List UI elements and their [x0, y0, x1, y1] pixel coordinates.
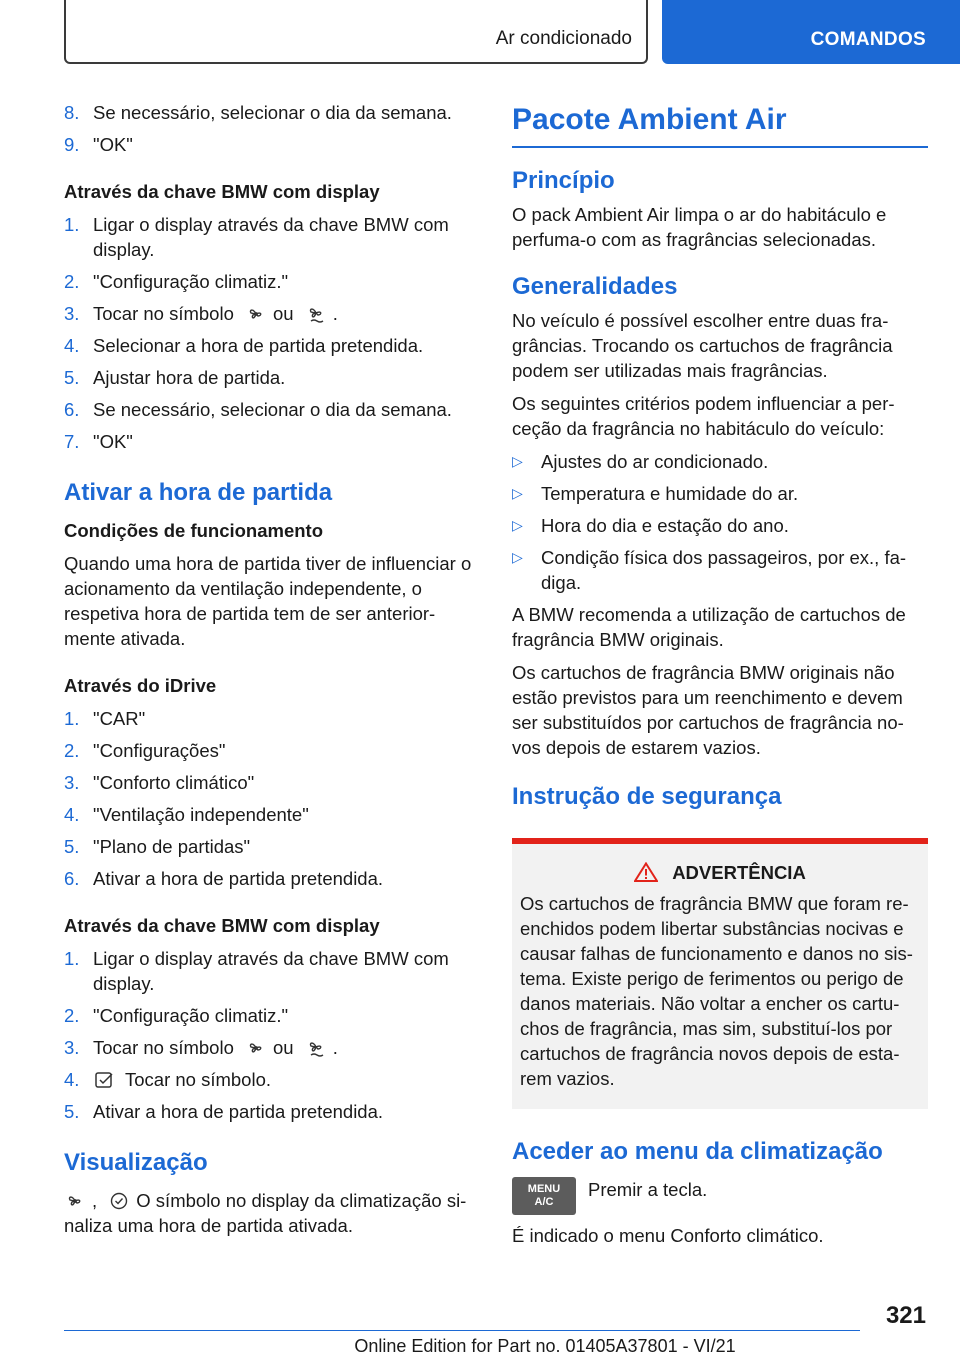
- criteria-text: Hora do dia e estação do ano.: [541, 515, 789, 536]
- key2-heading: Através da chave BMW com display: [64, 915, 380, 936]
- step-text-or: ou: [273, 303, 294, 324]
- list-item: [64, 770, 474, 795]
- step-number: 6.: [64, 868, 80, 889]
- page-title: Pacote Ambient Air: [512, 100, 928, 148]
- step-number: 4.: [64, 335, 80, 356]
- right-column: [512, 100, 928, 1256]
- display-text: O símbolo no display da climatização si-naliza uma hora de partida ativada.: [64, 1190, 467, 1236]
- step-text: "Configurações": [93, 740, 226, 761]
- list-item: [64, 946, 474, 996]
- step-text: Ativar a hora de partida pretendida.: [93, 868, 384, 889]
- footer-divider: [64, 1330, 860, 1331]
- step-number: 3.: [64, 1037, 80, 1058]
- step-text: Ligar o display através da chave BMW com display.: [93, 214, 449, 260]
- bullet-icon: ▷: [512, 549, 523, 565]
- display-separator: ,: [92, 1190, 98, 1211]
- step-text: Tocar no símbolo: [93, 303, 234, 324]
- idrive-heading: Através do iDrive: [64, 675, 217, 696]
- list-item: [64, 802, 474, 827]
- section-title: Ar condicionado: [495, 28, 632, 49]
- list-item: [64, 706, 474, 731]
- recommend-text: A BMW recomenda a utilização de cartuchos de fragrância BMW originais.: [512, 604, 906, 650]
- chapter-title: COMANDOS: [810, 29, 926, 50]
- list-item: [64, 1003, 474, 1028]
- list-item: [64, 1067, 474, 1092]
- warning-triangle-icon: [634, 862, 658, 882]
- chapter-tab[interactable]: [662, 0, 960, 64]
- warning-text: Os cartuchos de fragrância BMW que foram re-enchidos podem libertar substâncias nocivas e causar falhas de funcionamento e danos no sis-tema. Existe perigo de ferimentos ou perigo de danos materiais. Não voltar a encher os cartu-chos de fragrância, mas sim, substituí-los por cartuchos de fragrância novos depois de esta-rem vazios.: [520, 893, 913, 1089]
- clock-check-icon: [108, 1192, 130, 1210]
- display-heading: Visualização: [64, 1149, 208, 1176]
- step-text: Tocar no símbolo: [93, 1037, 234, 1058]
- bullet-icon: ▷: [512, 453, 523, 469]
- conditions-text: Quando uma hora de partida tiver de influenciar o acionamento da ventilação independente, o respetiva hora de partida tem de ser anterior-mente ativada.: [64, 553, 472, 649]
- criteria-text: Ajustes do ar condicionado.: [541, 451, 769, 472]
- principle-heading: Princípio: [512, 167, 615, 194]
- step-text: Se necessário, selecionar o dia da semana.: [93, 102, 452, 123]
- checkbox-icon: [93, 1071, 115, 1089]
- warning-box: [512, 838, 928, 1109]
- step-number: 5.: [64, 367, 80, 388]
- principle-text: O pack Ambient Air limpa o ar do habitáculo e perfuma-o com as fragrâncias selecionadas.: [512, 204, 887, 250]
- list-item: [64, 397, 474, 422]
- steps-list-top: [64, 100, 474, 157]
- step-number: 2.: [64, 1005, 80, 1026]
- menu-heading: Aceder ao menu da climatização: [512, 1138, 883, 1165]
- list-item: [64, 834, 474, 859]
- step-number: 1.: [64, 708, 80, 729]
- ac-button-label: A/C: [534, 1196, 554, 1208]
- key1-steps: [64, 212, 474, 454]
- step-number: 5.: [64, 1101, 80, 1122]
- menu-button-label: MENU: [527, 1183, 561, 1195]
- menu-press-text: Premir a tecla.: [588, 1179, 708, 1200]
- bullet-icon: ▷: [512, 485, 523, 501]
- fan-icon: [245, 1039, 267, 1057]
- list-item: [64, 365, 474, 390]
- fan-icon: [64, 1192, 86, 1210]
- step-text: Se necessário, selecionar o dia da semana.: [93, 399, 452, 420]
- list-item: [512, 545, 928, 595]
- key2-steps: [64, 946, 474, 1124]
- step-text: Ajustar hora de partida.: [93, 367, 286, 388]
- list-item: [64, 333, 474, 358]
- step-number: 7.: [64, 431, 80, 452]
- general-text-1: No veículo é possível escolher entre duas fra-grâncias. Trocando os cartuchos de fragrância podem ser utilizadas mais fragrâncias.: [512, 310, 893, 381]
- step-text: "Configuração climatiz.": [93, 1005, 289, 1026]
- step-text-end: .: [332, 303, 338, 324]
- bullet-icon: ▷: [512, 517, 523, 533]
- step-text: Ligar o display através da chave BMW com display.: [93, 948, 449, 994]
- general-heading: Generalidades: [512, 273, 678, 300]
- menu-instruction: [512, 1177, 928, 1215]
- list-item: [64, 866, 474, 891]
- ventilation-icon: [305, 305, 327, 323]
- list-item: [64, 429, 474, 454]
- menu-result-text: É indicado o menu Conforto climático.: [512, 1225, 824, 1246]
- list-item: [64, 212, 474, 262]
- original-text: Os cartuchos de fragrância BMW originais não estão previstos para um reenchimento e devem ser substituídos por cartuchos de fragrância no-vos depois de estarem vazios.: [512, 662, 904, 758]
- criteria-text: Condição física dos passageiros, por ex., fa-diga.: [541, 547, 907, 593]
- step-text-end: .: [332, 1037, 338, 1058]
- list-item: [512, 481, 928, 506]
- idrive-steps: [64, 706, 474, 891]
- step-text: "CAR": [93, 708, 146, 729]
- warning-title-row: [520, 860, 920, 885]
- step-text: "Ventilação independente": [93, 804, 309, 825]
- fan-icon: [245, 305, 267, 323]
- step-number: 3.: [64, 772, 80, 793]
- list-item: [64, 100, 474, 125]
- step-number: 9.: [64, 134, 80, 155]
- step-number: 4.: [64, 1069, 80, 1090]
- step-number: 8.: [64, 102, 80, 123]
- step-text: Ativar a hora de partida pretendida.: [93, 1101, 384, 1122]
- step-number: 3.: [64, 303, 80, 324]
- menu-ac-button[interactable]: [512, 1177, 576, 1215]
- display-paragraph: [64, 1188, 474, 1238]
- safety-heading: Instrução de segurança: [512, 783, 782, 810]
- list-item: [64, 1099, 474, 1124]
- step-text: "Configuração climatiz.": [93, 271, 289, 292]
- step-text: "Conforto climático": [93, 772, 255, 793]
- general-text-2: Os seguintes critérios podem influenciar a per-ceção da fragrância no habitáculo do veículo:: [512, 393, 895, 439]
- left-column: [64, 100, 474, 1246]
- conditions-heading: Condições de funcionamento: [64, 520, 324, 541]
- step-text: Tocar no símbolo.: [125, 1069, 272, 1090]
- footer-text: Online Edition for Part no. 01405A37801 - VI/21: [354, 1336, 736, 1356]
- header-section-box: [64, 0, 648, 64]
- key1-heading: Através da chave BMW com display: [64, 181, 380, 202]
- step-text: "OK": [93, 134, 133, 155]
- list-item: [64, 301, 474, 326]
- criteria-list: [512, 449, 928, 595]
- list-item: [512, 513, 928, 538]
- activate-heading: Ativar a hora de partida: [64, 479, 333, 506]
- list-item: [64, 269, 474, 294]
- step-number: 5.: [64, 836, 80, 857]
- page-number: 321: [885, 1302, 926, 1329]
- step-number: 4.: [64, 804, 80, 825]
- list-item: [64, 132, 474, 157]
- step-text: "Plano de partidas": [93, 836, 251, 857]
- step-text: "OK": [93, 431, 133, 452]
- step-text-or: ou: [273, 1037, 294, 1058]
- step-text: Selecionar a hora de partida pretendida.: [93, 335, 424, 356]
- list-item: [64, 738, 474, 763]
- ventilation-icon: [305, 1039, 327, 1057]
- step-number: 2.: [64, 740, 80, 761]
- step-number: 6.: [64, 399, 80, 420]
- criteria-text: Temperatura e humidade do ar.: [541, 483, 799, 504]
- step-number: 1.: [64, 214, 80, 235]
- list-item: [64, 1035, 474, 1060]
- step-number: 1.: [64, 948, 80, 969]
- warning-title: ADVERTÊNCIA: [672, 862, 806, 883]
- step-number: 2.: [64, 271, 80, 292]
- list-item: [512, 449, 928, 474]
